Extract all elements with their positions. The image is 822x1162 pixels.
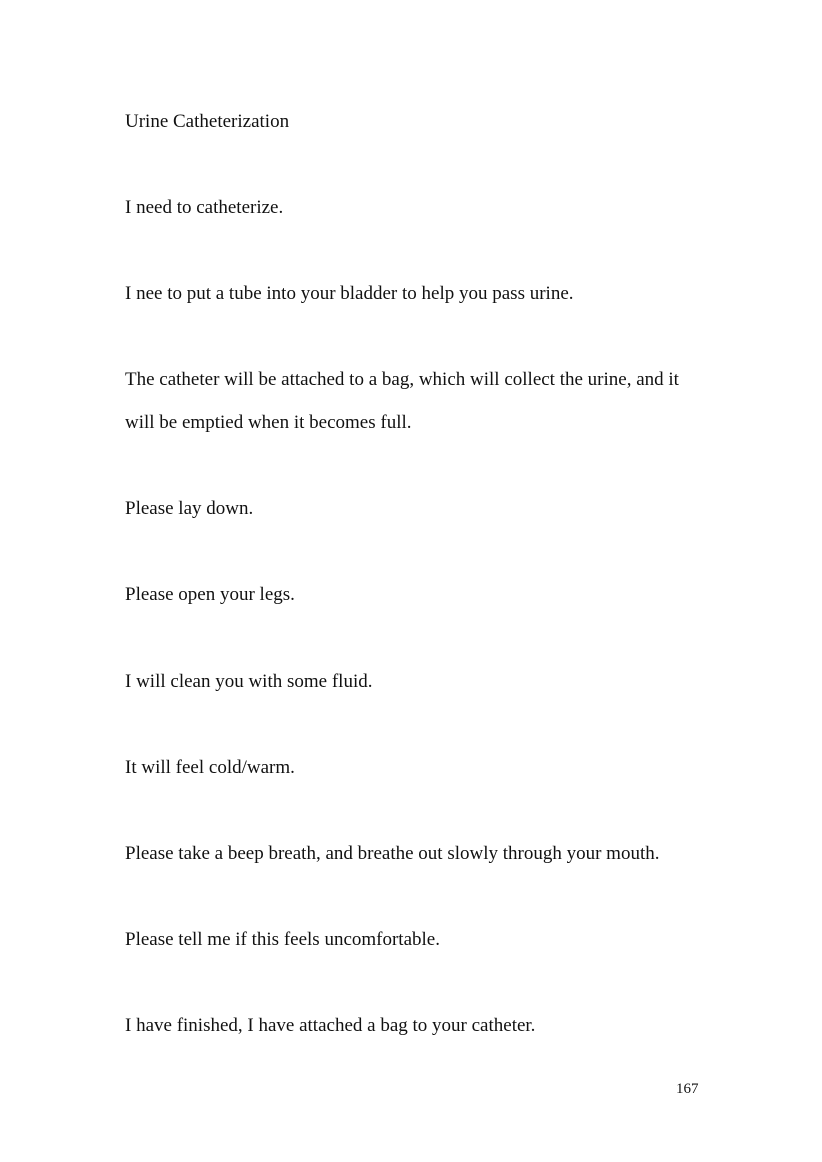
phrase-line: Please take a beep breath, and breathe out slowly through your mouth.	[125, 843, 660, 864]
page-title: Urine Catheterization	[125, 111, 290, 132]
page-number: 167	[676, 1081, 699, 1097]
phrase-line: It will feel cold/warm.	[125, 757, 295, 778]
phrase-line: I have finished, I have attached a bag to your catheter.	[125, 1015, 536, 1036]
phrase-line: Please open your legs.	[125, 584, 295, 605]
phrase-line: I nee to put a tube into your bladder to help you pass urine.	[125, 283, 574, 304]
phrase-line: I need to catheterize.	[125, 197, 284, 218]
phrase-line: Please tell me if this feels uncomfortable.	[125, 929, 440, 950]
phrase-line-continuation: will be emptied when it becomes full.	[125, 412, 412, 433]
phrase-line: Please lay down.	[125, 498, 254, 519]
phrase-line: I will clean you with some fluid.	[125, 671, 373, 692]
phrase-line: The catheter will be attached to a bag, which will collect the urine, and it	[125, 369, 679, 390]
